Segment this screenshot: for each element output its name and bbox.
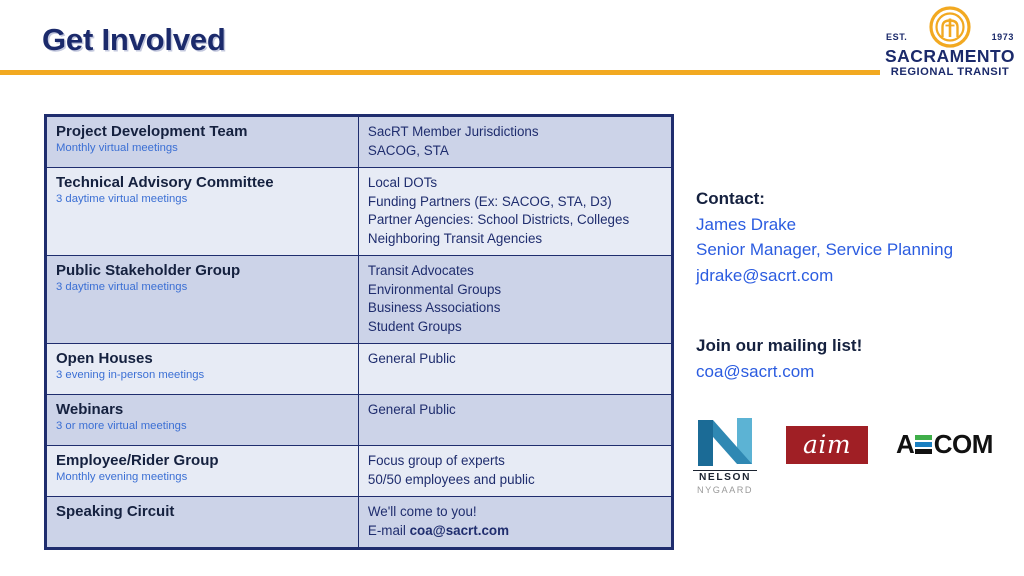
table-cell-group	[47, 395, 359, 446]
table-row	[47, 117, 672, 168]
audience-line: Neighboring Transit Agencies	[367, 230, 543, 246]
group-title: Employee/Rider Group	[56, 452, 219, 469]
sacrt-est-label: EST.	[886, 32, 908, 42]
table-cell-group	[47, 256, 359, 344]
aecom-logo	[896, 428, 1008, 460]
aim-logo	[786, 426, 868, 464]
sacrt-subname: REGIONAL TRANSIT	[890, 66, 1010, 78]
audience-line: 50/50 employees and public	[367, 471, 535, 487]
group-title: Project Development Team	[56, 123, 248, 140]
table-row	[47, 344, 672, 395]
partner-logos	[690, 414, 1020, 506]
contact-email-link[interactable]: jdrake@sacrt.com	[696, 266, 834, 286]
table-cell-group	[47, 168, 359, 256]
nelson-wordmark: NELSON	[693, 470, 757, 483]
group-cadence: 3 or more virtual meetings	[56, 420, 187, 433]
nelson-nygaard-logo	[693, 416, 757, 502]
group-title: Webinars	[56, 401, 124, 418]
audience-line: Transit Advocates	[367, 263, 474, 278]
group-cadence: 3 daytime virtual meetings	[56, 281, 188, 294]
engagement-table	[44, 114, 674, 550]
group-title: Technical Advisory Committee	[56, 174, 274, 191]
audience-line: Partner Agencies: School Districts, Colleges	[367, 212, 630, 227]
table-cell-audience	[358, 497, 671, 548]
table-cell-group	[47, 497, 359, 548]
table-cell-group	[47, 446, 359, 497]
contact-role: Senior Manager, Service Planning	[696, 240, 954, 260]
sacrt-emblem-icon	[929, 6, 971, 48]
table-cell-audience	[358, 344, 671, 395]
group-cadence: 3 daytime virtual meetings	[56, 193, 188, 206]
group-title: Open Houses	[56, 350, 153, 367]
group-title: Public Stakeholder Group	[56, 262, 241, 279]
audience-line-email: E-mail coa@sacrt.com	[367, 522, 509, 538]
table-row	[47, 497, 672, 548]
audience-spacer	[368, 420, 662, 439]
audience-line: Funding Partners (Ex: SACOG, STA, D3)	[367, 193, 612, 209]
audience-line: General Public	[367, 402, 456, 417]
title-divider-rule	[0, 70, 880, 75]
group-cadence: 3 evening in-person meetings	[56, 369, 205, 382]
table-row	[47, 395, 672, 446]
audience-line: Student Groups	[367, 318, 462, 334]
sacrt-logo	[884, 6, 1016, 82]
table-cell-group	[47, 344, 359, 395]
contact-block	[696, 186, 1016, 289]
contact-name: James Drake	[696, 214, 797, 234]
contact-heading: Contact:	[696, 189, 765, 208]
mailing-heading: Join our mailing list!	[696, 336, 863, 355]
group-cadence: Monthly virtual meetings	[56, 142, 178, 155]
aim-wordmark: aim	[802, 429, 852, 459]
engagement-table-body	[47, 117, 672, 548]
audience-line: Environmental Groups	[367, 281, 502, 297]
table-cell-audience	[358, 446, 671, 497]
audience-spacer	[368, 369, 662, 388]
page-title: Get Involved	[42, 22, 226, 57]
audience-line: Focus group of experts	[367, 453, 505, 468]
audience-line: General Public	[367, 351, 456, 366]
table-cell-audience	[358, 117, 671, 168]
audience-line: SacRT Member Jurisdictions	[367, 124, 539, 139]
table-cell-audience	[358, 168, 671, 256]
sacrt-name: SACRAMENTO	[884, 46, 1016, 66]
audience-line: We'll come to you!	[367, 504, 477, 519]
table-row	[47, 256, 672, 344]
table-cell-audience	[358, 395, 671, 446]
aecom-wordmark-a: A	[896, 429, 915, 459]
table-cell-audience	[358, 256, 671, 344]
group-title: Speaking Circuit	[56, 503, 175, 520]
aecom-e-bars-icon	[915, 435, 932, 454]
table-row	[47, 168, 672, 256]
audience-line: Local DOTs	[367, 175, 438, 190]
group-cadence: Monthly evening meetings	[56, 471, 188, 484]
nygaard-wordmark: NYGAARD	[697, 485, 753, 495]
mailing-list-block	[696, 333, 1016, 384]
mailing-email-link[interactable]: coa@sacrt.com	[696, 361, 815, 381]
audience-line: Business Associations	[367, 300, 501, 315]
nelson-nygaard-mark-icon	[696, 416, 754, 468]
table-row	[47, 446, 672, 497]
table-cell-group	[47, 117, 359, 168]
audience-line: SACOG, STA	[367, 142, 449, 158]
aecom-wordmark-com: COM	[933, 429, 993, 459]
sacrt-year-label: 1973	[991, 32, 1014, 42]
